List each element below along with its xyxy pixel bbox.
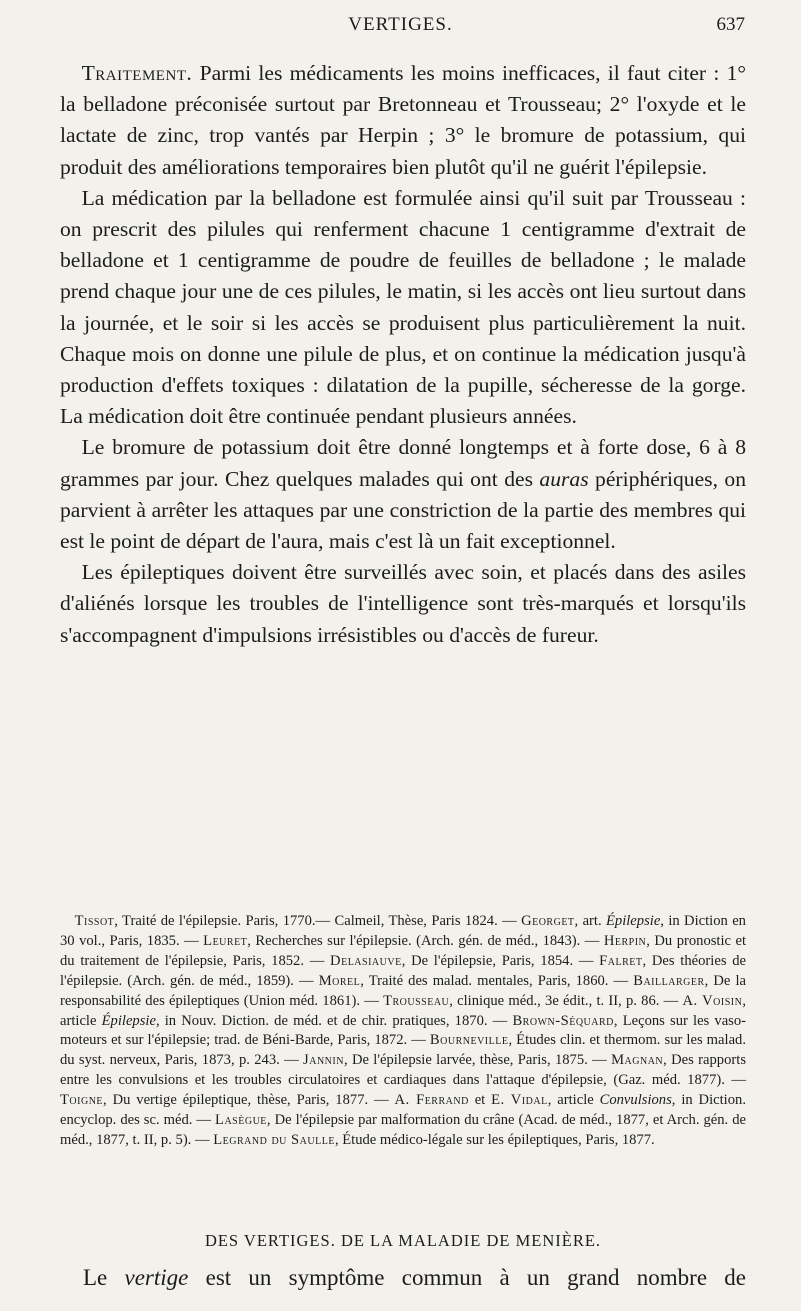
reference-text: , Études clin. et thermom. sur les malad. du syst. nerveux, Paris, 1873, p. 243. — [60, 1032, 746, 1069]
author: Morel [318, 972, 361, 989]
reference-text: , Traité de l'épilepsie. Paris, 1770.— Calmeil, Thèse, Paris 1824. — [114, 913, 522, 929]
author: Delasiauve [330, 952, 402, 969]
author: E. Vidal [491, 1092, 548, 1109]
author: Leuret [203, 932, 248, 949]
author: Toigne [60, 1092, 104, 1109]
author: Bourneville [429, 1032, 509, 1049]
paragraph-bromure [60, 432, 746, 557]
paragraph-text: Le bromure de potassium doit être donné longtemps et à forte dose, 6 à 8 grammes par jour. Chez quelques malades qui ont des [60, 435, 746, 491]
bibliography [60, 912, 746, 1151]
reference-text: , art. [574, 913, 606, 929]
reference-text: , article [547, 1092, 600, 1109]
paragraph-text: Parmi les médicaments les moins inefficaces, il faut citer : 1° la belladone préconisée surtout par Bretonneau et Trousseau; 2° l'oxyde et le lactate de zinc, trop vantés par Herpin ; 3° le bromure de potassium, qui produit des améliorations temporaires bien plutôt qu'il ne guérit l'épilepsie. [60, 61, 746, 179]
reference-text: , De l'épilepsie par malformation du crâne (Acad. de méd., 1877, et Arch. gén. de méd., 1877, t. II, p. 5). — [60, 1112, 746, 1148]
reference-title: Convulsions [599, 1092, 672, 1109]
running-header [56, 14, 745, 42]
reference-text: , De la responsabilité des épileptiques (Union méd. 1861). — [60, 972, 746, 1009]
author: Georget [521, 913, 575, 929]
reference-text: , in Nouv. Diction. de méd. et de chir. pratiques, 1870. — [155, 1012, 513, 1029]
reference-text: , Étude médico-légale sur les épileptiques, Paris, 1877. [334, 1131, 655, 1148]
author: A. Ferrand [394, 1092, 469, 1109]
section-first-line [60, 1263, 746, 1293]
reference-text: , clinique méd., 3e édit., t. II, p. 86. — [449, 992, 683, 1009]
author: Legrand du Saulle [213, 1131, 335, 1148]
paragraph-lead: Traitement. [81, 61, 193, 85]
reference-text: , De l'épilepsie, Paris, 1854. — [401, 952, 600, 969]
paragraph-asiles [60, 557, 746, 651]
reference-text: , in Diction. encyclop. des sc. méd. — [60, 1092, 746, 1129]
author: Lasègue [215, 1112, 267, 1129]
reference-text: , Du pronostic et du traitement de l'épilepsie, Paris, 1852. — [60, 932, 747, 969]
author: Trousseau [383, 992, 450, 1009]
paragraph-belladone [60, 183, 746, 433]
paragraph-text: périphériques, on parvient à arrêter les attaques par une constriction de la partie des membres qui est le point de départ de l'aura, mais c'est là un fait exceptionnel. [60, 466, 746, 554]
reference-text: et [468, 1092, 492, 1109]
reference-text: , Leçons sur les vaso-moteurs et sur l'épilepsie; trad. de Béni-Barde, Paris, 1872. — [60, 1012, 747, 1049]
running-title: VERTIGES. [348, 14, 453, 35]
section-heading: DES VERTIGES. DE LA MALADIE DE MENIÈRE. [204, 1231, 602, 1250]
paragraph-text: La médication par la belladone est formulée ainsi qu'il suit par Trousseau : on prescrit des pilules qui renferment chacune 1 centigramme d'extrait de belladone et 1 centigramme de poudre de feuilles de belladone ; le malade prend chaque jour une de ces pilules, le matin, si les accès ont lieu surtout dans la journée, et le soir si les accès se produisent plus particulièrement la nuit. Chaque mois on donne une pilule de plus, et on continue la médication jusqu'à production d'effets toxiques : dilatation de la pupille, sécheresse de la gorge. La médication doit être continuée pendant plusieurs années. [60, 185, 746, 429]
reference-text: , article [60, 992, 747, 1029]
author: Tissot [74, 913, 115, 929]
paragraph-text: Les épileptiques doivent être surveillés avec soin, et placés dans des asiles d'aliénés lorsque les troubles de l'intelligence sont très-marqués et lorsqu'ils s'accompagnent d'impulsions irrésistibles ou d'accès de fureur. [60, 560, 746, 647]
reference-text: , Des rapports entre les convulsions et les troubles circulatoires et cardiaques dans l'attaque d'épilepsie, (Gaz. méd. 1877). — [60, 1052, 746, 1089]
paragraph-emphasis: vertige [124, 1265, 189, 1290]
reference-text: , Du vertige épileptique, thèse, Paris, 1877. — [103, 1092, 395, 1109]
author: Baillarger [633, 972, 705, 989]
reference-text: , Recherches sur l'épilepsie. (Arch. gén. de méd., 1843). — [247, 932, 604, 949]
reference-text: , Des théories de l'épilepsie. (Arch. gén. de méd., 1859). — [60, 952, 746, 989]
author: Magnan [611, 1052, 664, 1069]
main-text [60, 58, 746, 651]
reference-text: , in Diction en 30 vol., Paris, 1835. — [60, 913, 746, 949]
author: Brown-Séquard [512, 1012, 614, 1029]
author: Jannin [303, 1052, 344, 1069]
reference-title: Épilepsie [605, 913, 661, 929]
author: A. Voisin [682, 992, 743, 1009]
author: Falret [599, 952, 643, 969]
reference-text: , Traité des malad. mentales, Paris, 1860. — [360, 972, 634, 989]
reference-text: , De l'épilepsie larvée, thèse, Paris, 1875. — [343, 1052, 612, 1069]
reference-title: Épilepsie [101, 1012, 156, 1029]
paragraph-text: est un symptôme commun à un grand nombre de [188, 1265, 746, 1290]
paragraph-treatment [60, 58, 746, 183]
page-number: 637 [716, 14, 745, 35]
paragraph-text: Le [83, 1265, 125, 1290]
paragraph-emphasis: auras [539, 466, 589, 491]
author: Herpin [603, 932, 647, 949]
